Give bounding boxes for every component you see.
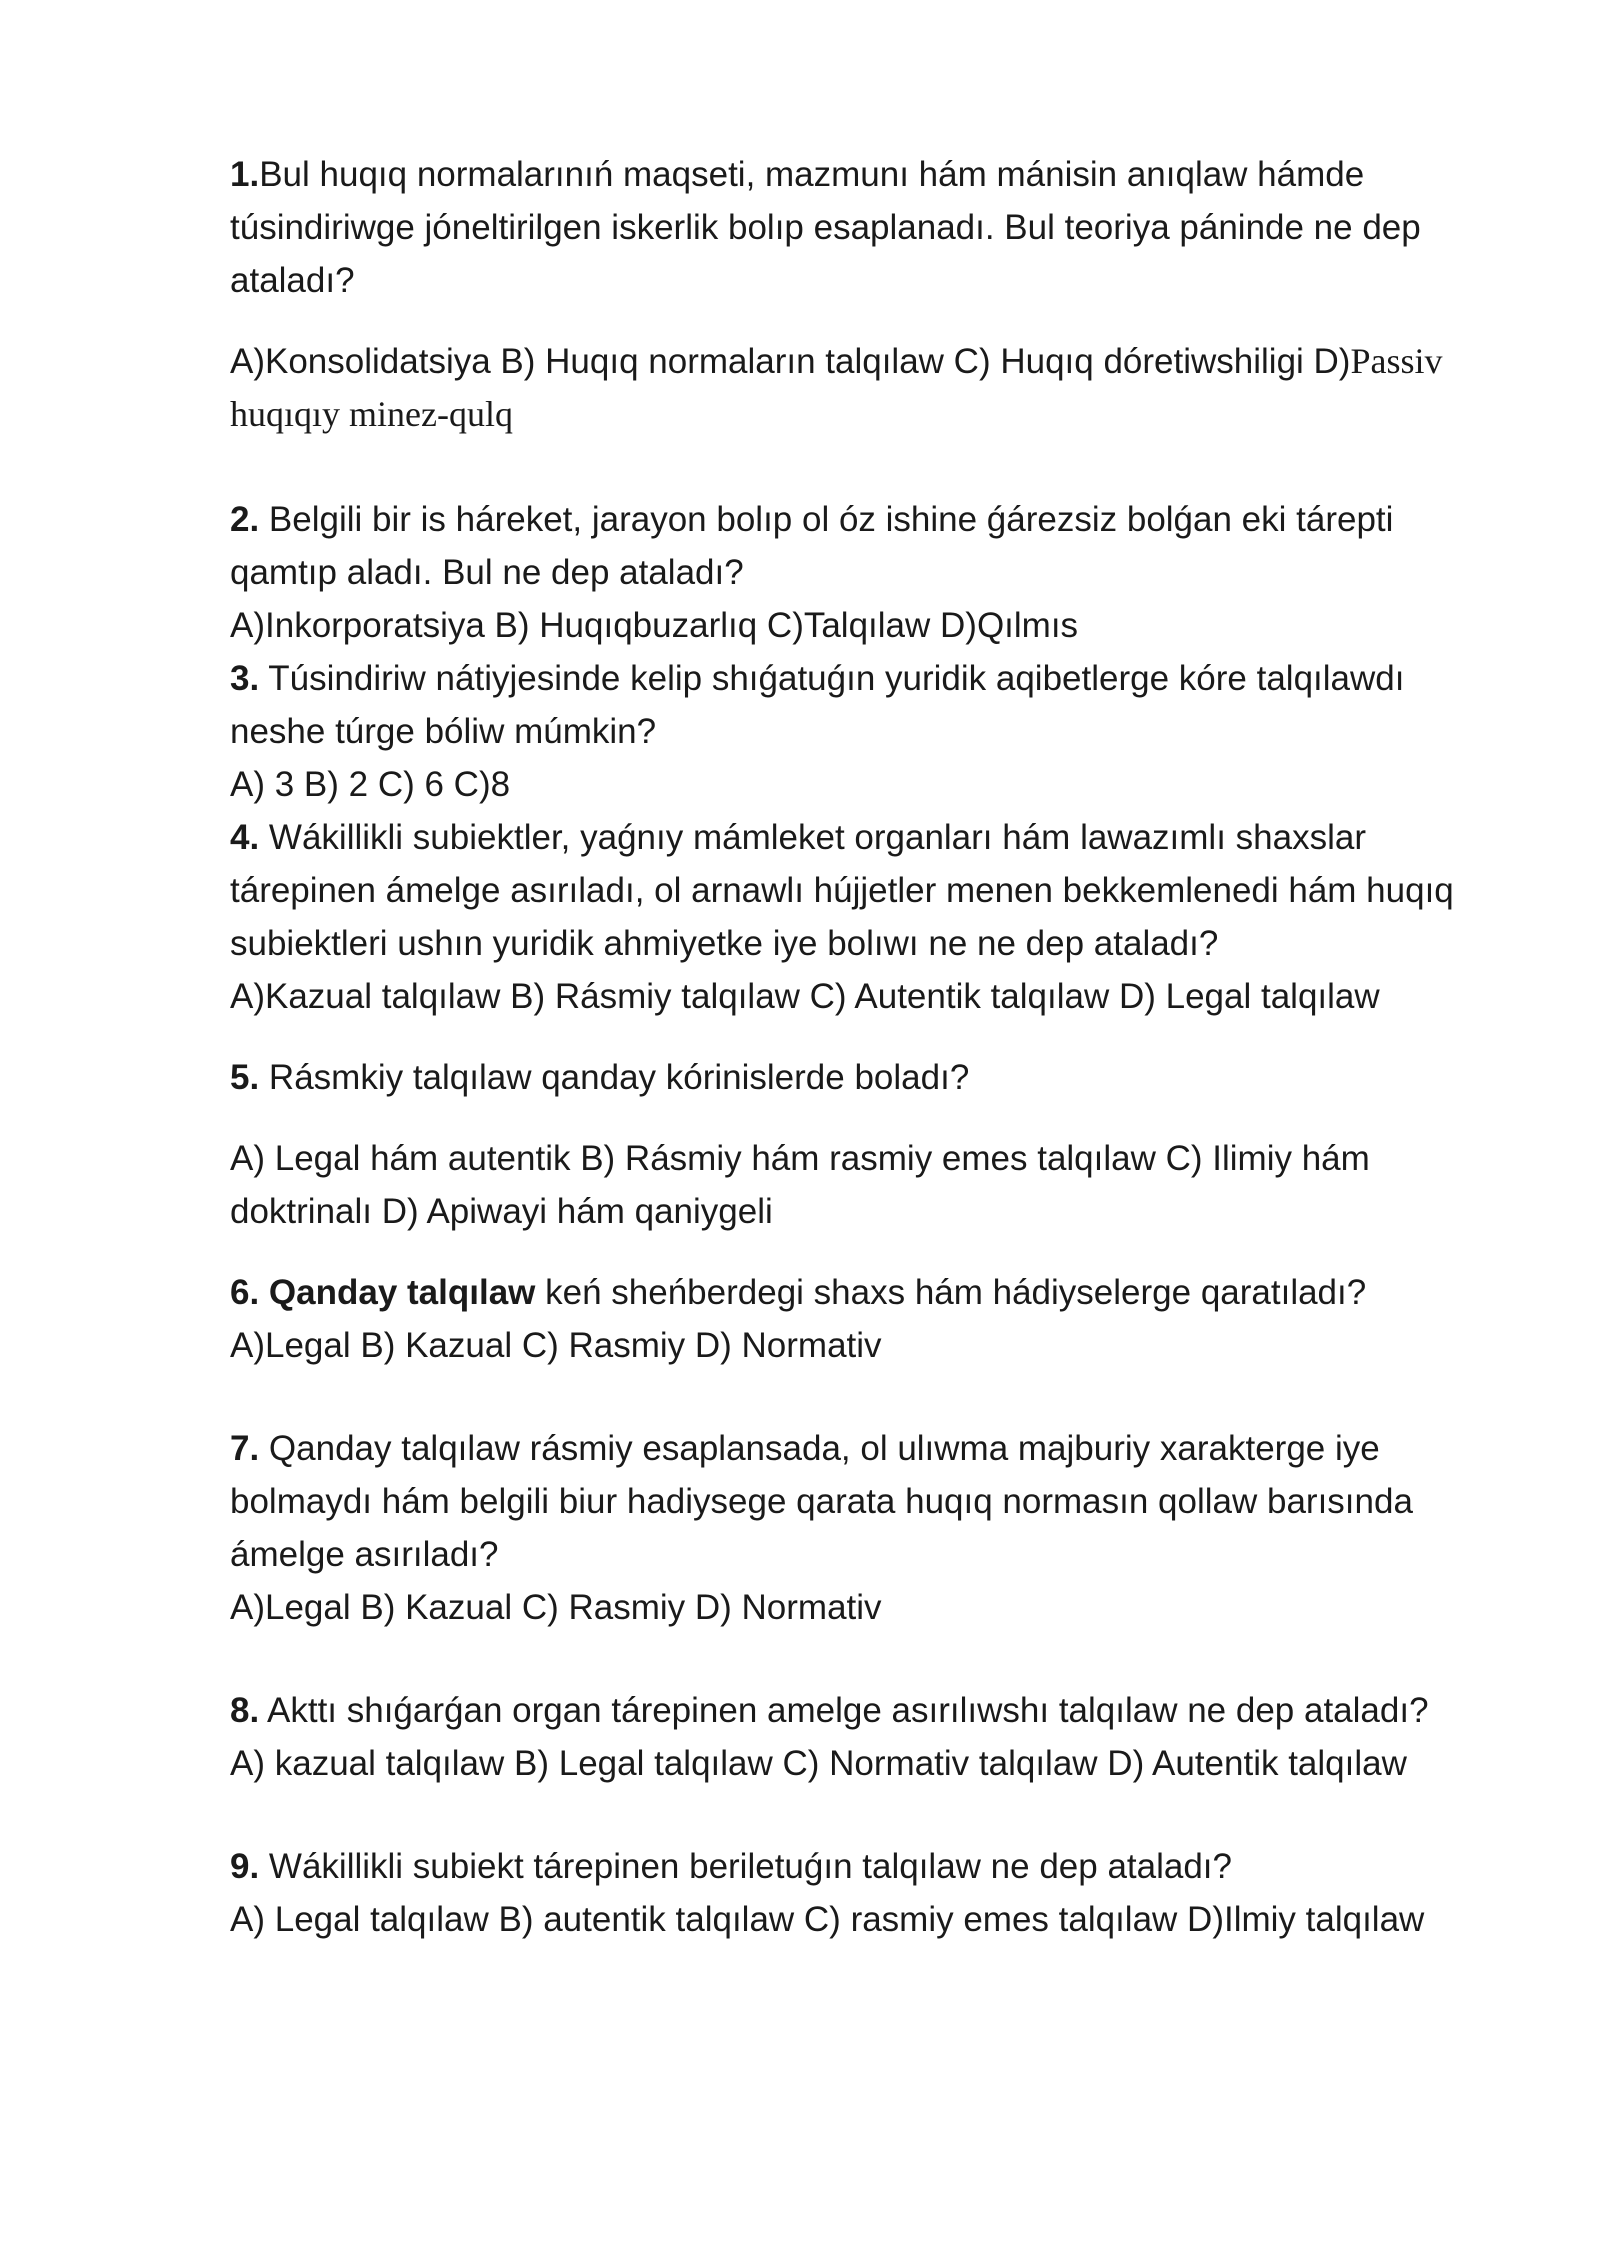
question-6-text: keń sheńberdegi shaxs hám hádiyselerge qaratıladı? bbox=[535, 1273, 1367, 1312]
question-1-text: Bul huqıq normalarınıń maqseti, mazmunı hám mánisin anıqlaw hámde bbox=[259, 155, 1365, 194]
question-4-number: 4. bbox=[230, 818, 260, 857]
question-8-text-line bbox=[230, 1684, 1470, 1737]
question-2-text-line: qamtıp aladı. Bul ne dep ataladı? bbox=[230, 553, 744, 592]
question-1-text-line: túsindiriwge jóneltirilgen iskerlik bolıp esaplanadı. Bul teoriya páninde ne dep bbox=[230, 208, 1421, 247]
question-6-text-line bbox=[230, 1266, 1470, 1319]
question-2-answers: A)Inkorporatsiya B) Huqıqbuzarlıq C)Talqılaw D)Qılmıs bbox=[230, 606, 1079, 645]
document-page bbox=[230, 148, 1470, 1946]
question-5 bbox=[230, 1051, 1470, 1238]
question-2-number: 2. bbox=[230, 500, 260, 539]
question-1-answers bbox=[230, 335, 1470, 388]
question-6-number: 6. bbox=[230, 1273, 260, 1312]
question-1-answers-continued: huqıqıy minez-qulq bbox=[230, 394, 513, 434]
question-8-number: 8. bbox=[230, 1691, 260, 1730]
question-6 bbox=[230, 1266, 1470, 1372]
question-1-text-line bbox=[230, 148, 1470, 201]
question-9-number: 9. bbox=[230, 1847, 260, 1886]
question-8 bbox=[230, 1684, 1470, 1790]
question-7-text: Qanday talqılaw rásmiy esaplansada, ol ulıwma majburiy xarakterge iye bbox=[259, 1429, 1380, 1468]
question-1 bbox=[230, 148, 1470, 441]
question-9-text: Wákillikli subiekt tárepinen beriletuǵın talqılaw ne dep ataladı? bbox=[259, 1847, 1232, 1886]
question-9-answers: A) Legal talqılaw B) autentik talqılaw C) rasmiy emes talqılaw D)Ilmiy talqılaw bbox=[230, 1900, 1425, 1939]
question-7-text-line: ámelge asırıladı? bbox=[230, 1535, 499, 1574]
question-2-text-line bbox=[230, 493, 1470, 546]
question-7 bbox=[230, 1422, 1470, 1634]
question-3-text-line bbox=[230, 652, 1470, 705]
question-3 bbox=[230, 652, 1470, 811]
question-3-number: 3. bbox=[230, 659, 260, 698]
question-4-text: Wákillikli subiektler, yaǵnıy mámleket organları hám lawazımlı shaxslar bbox=[259, 818, 1366, 857]
question-7-text-line: bolmaydı hám belgili biur hadiysege qarata huqıq normasın qollaw barısında bbox=[230, 1482, 1413, 1521]
question-9 bbox=[230, 1840, 1470, 1946]
question-7-answers: A)Legal B) Kazual C) Rasmiy D) Normativ bbox=[230, 1588, 882, 1627]
question-5-answers: A) Legal hám autentik B) Rásmiy hám rasmiy emes talqılaw C) Ilimiy hám bbox=[230, 1139, 1370, 1178]
question-8-answers: A) kazual talqılaw B) Legal talqılaw C) Normativ talqılaw D) Autentik talqılaw bbox=[230, 1744, 1407, 1783]
question-5-number: 5. bbox=[230, 1058, 260, 1097]
question-8-text: Akttı shıǵarǵan organ tárepinen amelge asırılıwshı talqılaw ne dep ataladı? bbox=[259, 1691, 1429, 1730]
question-6-answers: A)Legal B) Kazual C) Rasmiy D) Normativ bbox=[230, 1326, 882, 1365]
question-7-text-line bbox=[230, 1422, 1470, 1475]
question-9-text-line bbox=[230, 1840, 1470, 1893]
question-4-answers: A)Kazual talqılaw B) Rásmiy talqılaw C) Autentik talqılaw D) Legal talqılaw bbox=[230, 977, 1380, 1016]
question-4-text-line bbox=[230, 811, 1470, 864]
question-5-answers-continued: doktrinalı D) Apiwayi hám qaniygeli bbox=[230, 1192, 773, 1231]
question-1-answers-text: A)Konsolidatsiya B) Huqıq normaların talqılaw C) Huqıq dóretiwshiligi D) bbox=[230, 342, 1351, 381]
question-5-text-line bbox=[230, 1051, 1470, 1104]
question-3-text-line: neshe túrge bóliw múmkin? bbox=[230, 712, 657, 751]
question-2-text: Belgili bir is háreket, jarayon bolıp ol óz ishine ǵárezsiz bolǵan eki tárepti bbox=[259, 500, 1394, 539]
question-4-text-line: tárepinen ámelge asırıladı, ol arnawlı hújjetler menen bekkemlenedi hám huqıq bbox=[230, 871, 1454, 910]
question-6-bold-text: Qanday talqılaw bbox=[259, 1273, 536, 1312]
question-7-number: 7. bbox=[230, 1429, 260, 1468]
question-4 bbox=[230, 811, 1470, 1023]
question-4-text-line: subiektleri ushın yuridik ahmiyetke iye bolıwı ne ne dep ataladı? bbox=[230, 924, 1219, 963]
question-3-text: Túsindiriw nátiyjesinde kelip shıǵatuǵın yuridik aqibetlerge kóre talqılawdı bbox=[259, 659, 1405, 698]
question-3-answers: A) 3 B) 2 C) 6 C)8 bbox=[230, 765, 511, 804]
question-2 bbox=[230, 493, 1470, 652]
question-1-text-line: ataladı? bbox=[230, 261, 355, 300]
question-1-number: 1. bbox=[230, 155, 260, 194]
question-5-text: Rásmkiy talqılaw qanday kórinislerde boladı? bbox=[259, 1058, 970, 1097]
question-1-answers-serif: Passiv bbox=[1350, 341, 1443, 381]
